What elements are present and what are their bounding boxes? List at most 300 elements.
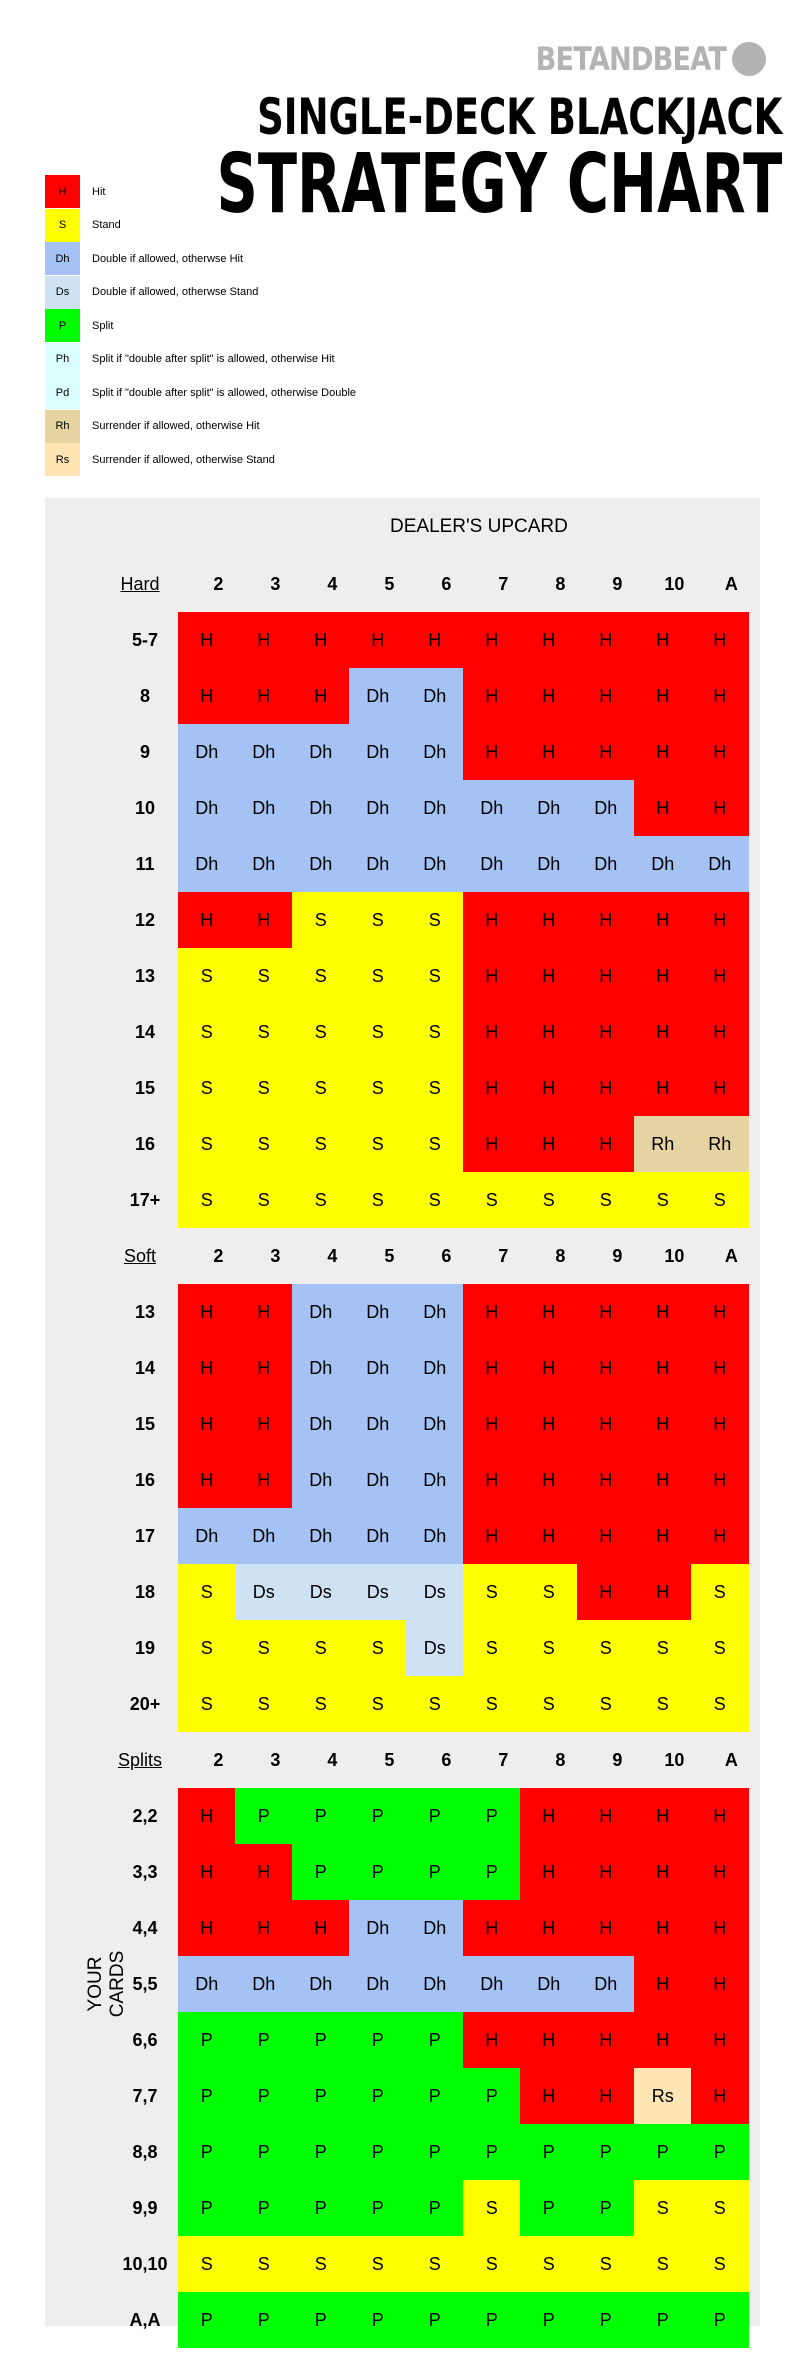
strategy-cell: P [406, 2292, 464, 2348]
strategy-cell: S [292, 1172, 350, 1228]
strategy-cell: S [634, 2180, 692, 2236]
strategy-cell: H [634, 1452, 692, 1508]
strategy-cell: Dh [406, 1284, 464, 1340]
table-row [45, 1676, 760, 1732]
strategy-cell: H [691, 948, 749, 1004]
legend-item [45, 242, 356, 276]
strategy-cell: S [406, 1116, 464, 1172]
strategy-cell: Dh [406, 1508, 464, 1564]
dealer-upcard-label: DEALER'S UPCARD [390, 516, 568, 537]
legend-item [45, 343, 356, 377]
strategy-cell: H [691, 1788, 749, 1844]
strategy-cell: P [292, 2124, 350, 2180]
legend-label: Surrender if allowed, otherwise Stand [92, 453, 275, 466]
strategy-cell: S [463, 2236, 521, 2292]
upcard-header: 6 [441, 573, 452, 594]
strategy-cell: S [349, 2236, 407, 2292]
strategy-cell: S [292, 1004, 350, 1060]
strategy-cell: S [634, 2236, 692, 2292]
hand-label: 5,5 [132, 1973, 158, 1994]
strategy-cell: H [577, 1900, 635, 1956]
strategy-cell: H [463, 668, 521, 724]
strategy-cell: Dh [292, 836, 350, 892]
strategy-cell: S [235, 1004, 293, 1060]
strategy-cell: H [577, 724, 635, 780]
hand-label: 9,9 [132, 2197, 158, 2218]
upcard-header: 2 [213, 573, 224, 594]
hand-label: 5-7 [131, 629, 158, 650]
strategy-cell: P [463, 1788, 521, 1844]
strategy-cell: P [178, 2180, 236, 2236]
strategy-cell: S [406, 892, 464, 948]
strategy-cell: P [520, 2124, 578, 2180]
strategy-cell: S [406, 1004, 464, 1060]
strategy-cell: H [178, 1900, 236, 1956]
strategy-cell: S [178, 1004, 236, 1060]
title-line-1: SINGLE-DECK BLACKJACK [256, 88, 782, 146]
strategy-cell: Dh [463, 1956, 521, 2012]
strategy-cell: H [634, 892, 692, 948]
strategy-cell: Dh [406, 836, 464, 892]
strategy-chart [45, 498, 760, 2330]
strategy-cell: Dh [349, 1396, 407, 1452]
strategy-cell: S [463, 1564, 521, 1620]
hand-label: 8,8 [132, 2141, 158, 2162]
strategy-cell: S [406, 1676, 464, 1732]
strategy-cell: Dh [406, 780, 464, 836]
upcard-header: 10 [664, 573, 685, 594]
strategy-cell: Ds [235, 1564, 293, 1620]
strategy-cell: H [634, 1844, 692, 1900]
strategy-cell: P [292, 2292, 350, 2348]
strategy-cell: H [520, 1844, 578, 1900]
hand-label: 12 [134, 909, 156, 930]
legend-label: Stand [92, 219, 121, 232]
strategy-cell: Dh [349, 1452, 407, 1508]
strategy-cell: P [406, 1788, 464, 1844]
strategy-cell: H [634, 724, 692, 780]
table-row [45, 1620, 760, 1676]
upcard-header: A [724, 573, 738, 594]
strategy-cell: H [634, 1788, 692, 1844]
strategy-cell: P [235, 1788, 293, 1844]
strategy-cell: H [691, 1284, 749, 1340]
strategy-cell: S [292, 1620, 350, 1676]
hand-label: 18 [134, 1581, 156, 1602]
strategy-cell: H [520, 2068, 578, 2124]
strategy-cell: H [577, 1060, 635, 1116]
strategy-cell: H [235, 612, 293, 668]
table-row [45, 836, 760, 892]
your-cards-label: YOUR CARDS [85, 1950, 128, 2018]
strategy-cell: S [577, 2236, 635, 2292]
strategy-cell: H [463, 1004, 521, 1060]
table-row [45, 1788, 760, 1844]
strategy-cell: H [178, 1788, 236, 1844]
strategy-cell: H [235, 1900, 293, 1956]
strategy-cell: P [178, 2292, 236, 2348]
strategy-cell: P [520, 2292, 578, 2348]
strategy-cell: H [235, 668, 293, 724]
strategy-cell: S [292, 1676, 350, 1732]
strategy-cell: S [178, 1116, 236, 1172]
strategy-cell: Dh [349, 1340, 407, 1396]
strategy-cell: P [463, 1844, 521, 1900]
table-row [45, 1452, 760, 1508]
strategy-cell: H [520, 1452, 578, 1508]
strategy-cell: S [349, 1116, 407, 1172]
strategy-cell: H [634, 1900, 692, 1956]
strategy-cell: H [520, 2012, 578, 2068]
strategy-cell: H [520, 1284, 578, 1340]
legend-label: Double if allowed, otherwse Stand [92, 286, 259, 299]
hand-label: 17 [134, 1525, 156, 1546]
table-row [45, 1172, 760, 1228]
strategy-cell: Rh [691, 1116, 749, 1172]
strategy-cell: H [235, 1452, 293, 1508]
strategy-cell: P [349, 2068, 407, 2124]
strategy-cell: H [520, 1900, 578, 1956]
upcard-header: 8 [555, 1749, 566, 1770]
strategy-cell: H [691, 1340, 749, 1396]
upcard-header: 2 [213, 1749, 224, 1770]
strategy-cell: S [292, 892, 350, 948]
strategy-cell: S [577, 1172, 635, 1228]
strategy-cell: Dh [235, 836, 293, 892]
strategy-cell: H [634, 1564, 692, 1620]
strategy-cell: H [691, 1396, 749, 1452]
strategy-cell: S [520, 1172, 578, 1228]
strategy-cell: S [520, 2236, 578, 2292]
strategy-cell: Dh [463, 780, 521, 836]
strategy-cell: S [463, 1172, 521, 1228]
table-row [45, 948, 760, 1004]
strategy-cell: H [577, 1284, 635, 1340]
strategy-cell: S [292, 2236, 350, 2292]
strategy-cell: H [463, 1900, 521, 1956]
strategy-cell: Dh [406, 1900, 464, 1956]
strategy-cell: H [178, 892, 236, 948]
strategy-cell: S [349, 1620, 407, 1676]
strategy-cell: S [406, 948, 464, 1004]
hand-label: 15 [134, 1413, 156, 1434]
strategy-cell: Dh [178, 836, 236, 892]
hand-label: 2,2 [132, 1805, 158, 1826]
strategy-cell: Rh [634, 1116, 692, 1172]
legend-label: Split if "double after split" is allowed, otherwise Double [92, 386, 356, 399]
strategy-cell: H [634, 2012, 692, 2068]
section-label: Soft [123, 1245, 157, 1266]
strategy-cell: Dh [406, 1452, 464, 1508]
strategy-cell: H [463, 1060, 521, 1116]
strategy-cell: Dh [349, 836, 407, 892]
legend-label: Surrender if allowed, otherwise Hit [92, 420, 260, 433]
strategy-cell: H [292, 612, 350, 668]
table-row [45, 1060, 760, 1116]
title-line-2: STRATEGY CHART [216, 137, 782, 232]
strategy-cell: H [577, 1116, 635, 1172]
legend-swatch: P [45, 309, 80, 342]
strategy-cell: H [520, 668, 578, 724]
legend-item [45, 276, 356, 310]
table-row [45, 1900, 760, 1956]
strategy-cell: H [463, 1340, 521, 1396]
strategy-cell: H [235, 1340, 293, 1396]
strategy-cell: H [634, 948, 692, 1004]
upcard-header: 3 [270, 1245, 281, 1266]
upcard-header: 5 [384, 1749, 395, 1770]
strategy-cell: Dh [349, 724, 407, 780]
strategy-cell: S [349, 1060, 407, 1116]
strategy-cell: P [577, 2292, 635, 2348]
strategy-cell: H [691, 1956, 749, 2012]
strategy-cell: H [634, 612, 692, 668]
strategy-cell: S [406, 1060, 464, 1116]
strategy-cell: S [691, 1620, 749, 1676]
legend-label: Double if allowed, otherwse Hit [92, 252, 244, 265]
strategy-cell: S [349, 948, 407, 1004]
strategy-cell: H [406, 612, 464, 668]
strategy-cell: H [577, 668, 635, 724]
strategy-cell: P [577, 2180, 635, 2236]
hand-label: 20+ [129, 1693, 161, 1714]
upcard-header: 10 [664, 1245, 685, 1266]
legend [45, 175, 356, 477]
hand-label: 10 [134, 797, 156, 818]
strategy-cell: H [634, 1340, 692, 1396]
strategy-cell: H [235, 1844, 293, 1900]
strategy-cell: Ds [349, 1564, 407, 1620]
strategy-cell: S [634, 1172, 692, 1228]
strategy-cell: S [235, 1676, 293, 1732]
strategy-cell: H [463, 1116, 521, 1172]
strategy-cell: S [520, 1620, 578, 1676]
upcard-header: 3 [270, 573, 281, 594]
strategy-cell: S [577, 1620, 635, 1676]
strategy-cell: P [349, 2180, 407, 2236]
upcard-header: 3 [270, 1749, 281, 1770]
legend-label: Split if "double after split" is allowed, otherwise Hit [92, 353, 335, 366]
strategy-cell: H [178, 1396, 236, 1452]
strategy-cell: H [178, 612, 236, 668]
strategy-cell: S [463, 2180, 521, 2236]
strategy-cell: P [691, 2124, 749, 2180]
upcard-header: 7 [498, 1749, 509, 1770]
strategy-cell: P [235, 2124, 293, 2180]
upcard-header: 5 [384, 1245, 395, 1266]
strategy-cell: H [520, 892, 578, 948]
strategy-cell: Dh [577, 1956, 635, 2012]
strategy-cell: Dh [178, 1508, 236, 1564]
strategy-cell: H [577, 1508, 635, 1564]
strategy-cell: Dh [235, 1508, 293, 1564]
upcard-header: 9 [612, 1749, 623, 1770]
upcard-header: 2 [213, 1245, 224, 1266]
strategy-cell: S [349, 1172, 407, 1228]
strategy-cell: Dh [235, 1956, 293, 2012]
table-row [45, 724, 760, 780]
strategy-cell: P [349, 2124, 407, 2180]
strategy-cell: H [235, 892, 293, 948]
strategy-cell: H [577, 1004, 635, 1060]
strategy-cell: Dh [349, 1508, 407, 1564]
strategy-cell: Dh [349, 1956, 407, 2012]
strategy-cell: H [577, 612, 635, 668]
strategy-cell: Ds [406, 1620, 464, 1676]
hand-label: 11 [135, 853, 155, 874]
strategy-cell: H [235, 1284, 293, 1340]
strategy-cell: H [577, 2068, 635, 2124]
table-row [45, 2012, 760, 2068]
strategy-cell: H [463, 1396, 521, 1452]
legend-swatch: H [45, 175, 80, 208]
strategy-cell: S [349, 892, 407, 948]
strategy-cell: S [292, 1116, 350, 1172]
hand-label: 8 [139, 685, 150, 706]
strategy-cell: P [178, 2012, 236, 2068]
strategy-cell: Dh [406, 1396, 464, 1452]
strategy-cell: H [463, 1452, 521, 1508]
hand-label: 15 [134, 1077, 156, 1098]
upcard-header: 7 [498, 573, 509, 594]
table-row [45, 1396, 760, 1452]
strategy-cell: S [235, 1620, 293, 1676]
strategy-cell: S [178, 948, 236, 1004]
strategy-cell: Dh [292, 1452, 350, 1508]
strategy-cell: H [577, 1844, 635, 1900]
strategy-cell: Dh [406, 1956, 464, 2012]
strategy-cell: H [235, 1396, 293, 1452]
strategy-cell: S [349, 1004, 407, 1060]
hand-label: 3,3 [132, 1861, 158, 1882]
strategy-cell: S [178, 2236, 236, 2292]
strategy-cell: S [634, 1676, 692, 1732]
strategy-cell: P [634, 2292, 692, 2348]
table-row [45, 2180, 760, 2236]
strategy-cell: S [463, 1620, 521, 1676]
strategy-cell: Dh [349, 668, 407, 724]
table-row [45, 1340, 760, 1396]
strategy-cell: S [349, 1676, 407, 1732]
strategy-cell: P [406, 2068, 464, 2124]
upcard-header: 8 [555, 573, 566, 594]
strategy-cell: S [235, 1116, 293, 1172]
strategy-cell: H [520, 948, 578, 1004]
strategy-cell: H [520, 1340, 578, 1396]
strategy-cell: Dh [178, 1956, 236, 2012]
section-header-soft [45, 1228, 760, 1284]
strategy-cell: S [406, 2236, 464, 2292]
strategy-cell: H [292, 668, 350, 724]
table-row [45, 2068, 760, 2124]
hand-label: A,A [129, 2309, 161, 2330]
strategy-cell: H [178, 1284, 236, 1340]
strategy-cell: Dh [178, 724, 236, 780]
strategy-cell: S [292, 948, 350, 1004]
strategy-cell: H [634, 1508, 692, 1564]
hand-label: 13 [134, 1301, 156, 1322]
strategy-cell: Dh [178, 780, 236, 836]
upcard-header: 8 [555, 1245, 566, 1266]
strategy-cell: H [577, 1564, 635, 1620]
strategy-cell: P [577, 2124, 635, 2180]
strategy-cell: P [235, 2068, 293, 2124]
upcard-header: 6 [441, 1245, 452, 1266]
strategy-cell: Dh [292, 1340, 350, 1396]
strategy-cell: Dh [577, 836, 635, 892]
strategy-cell: H [520, 1396, 578, 1452]
table-row [45, 1284, 760, 1340]
upcard-header: 10 [664, 1749, 685, 1770]
upcard-header: 4 [327, 1749, 338, 1770]
strategy-cell: H [520, 1060, 578, 1116]
strategy-cell: Dh [463, 836, 521, 892]
strategy-cell: Dh [520, 1956, 578, 2012]
legend-item [45, 376, 356, 410]
strategy-cell: H [463, 948, 521, 1004]
strategy-cell: P [292, 2012, 350, 2068]
hand-label: 19 [134, 1637, 156, 1658]
strategy-cell: H [577, 1396, 635, 1452]
strategy-cell: H [520, 1004, 578, 1060]
strategy-cell: H [292, 1900, 350, 1956]
strategy-cell: P [520, 2180, 578, 2236]
hand-label: 14 [134, 1021, 156, 1042]
strategy-cell: H [634, 780, 692, 836]
section-header-hard [45, 556, 760, 612]
strategy-cell: H [463, 612, 521, 668]
brand-name: BETANDBEAT [535, 40, 726, 78]
strategy-cell: H [691, 1452, 749, 1508]
table-row [45, 1004, 760, 1060]
strategy-cell: S [235, 2236, 293, 2292]
strategy-cell: P [349, 1788, 407, 1844]
table-row [45, 2124, 760, 2180]
hand-label: 14 [134, 1357, 156, 1378]
upcard-header: 9 [612, 573, 623, 594]
table-row [45, 1956, 760, 2012]
strategy-cell: H [691, 2068, 749, 2124]
upcard-header: 9 [612, 1245, 623, 1266]
strategy-cell: H [577, 1340, 635, 1396]
legend-item [45, 443, 356, 477]
strategy-cell: H [634, 1956, 692, 2012]
strategy-cell: P [406, 2124, 464, 2180]
strategy-cell: H [691, 724, 749, 780]
strategy-cell: Ds [406, 1564, 464, 1620]
strategy-cell: S [691, 2180, 749, 2236]
table-row [45, 892, 760, 948]
strategy-cell: P [691, 2292, 749, 2348]
hand-label: 7,7 [132, 2085, 158, 2106]
strategy-cell: H [577, 948, 635, 1004]
strategy-cell: H [520, 612, 578, 668]
strategy-cell: H [463, 1508, 521, 1564]
legend-swatch: Rs [45, 443, 80, 476]
strategy-cell: H [577, 1452, 635, 1508]
strategy-cell: S [178, 1676, 236, 1732]
legend-item [45, 175, 356, 209]
strategy-cell: H [178, 1452, 236, 1508]
hand-label: 13 [134, 965, 156, 986]
strategy-cell: P [235, 2012, 293, 2068]
hand-label: 9 [139, 741, 150, 762]
legend-swatch: Pd [45, 376, 80, 409]
strategy-cell: H [463, 2012, 521, 2068]
strategy-cell: H [520, 1508, 578, 1564]
strategy-cell: P [463, 2292, 521, 2348]
strategy-cell: P [292, 2180, 350, 2236]
